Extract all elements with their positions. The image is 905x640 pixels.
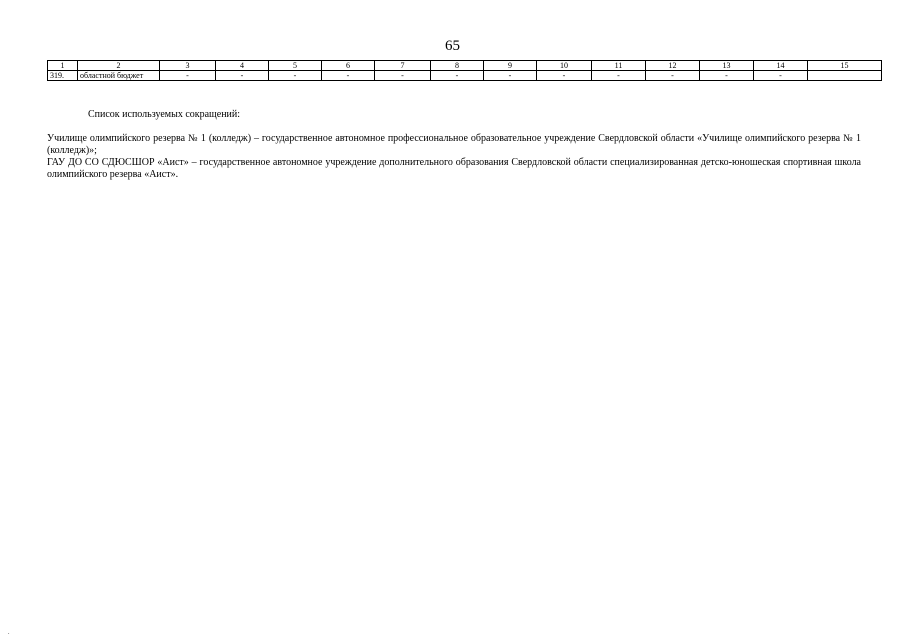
table-cell: - bbox=[160, 71, 216, 81]
header-cell: 12 bbox=[646, 61, 700, 71]
table-cell bbox=[808, 71, 882, 81]
header-cell: 3 bbox=[160, 61, 216, 71]
header-cell: 15 bbox=[808, 61, 882, 71]
table-cell: - bbox=[375, 71, 431, 81]
row-label-cell: областной бюджет bbox=[78, 71, 160, 81]
header-cell: 2 bbox=[78, 61, 160, 71]
header-cell: 5 bbox=[269, 61, 322, 71]
table-cell: - bbox=[484, 71, 537, 81]
abbreviation-item: ГАУ ДО СО СДЮСШОР «Аист» – государственное автономное учреждение дополнительного образования Свердловской области специализированная детско-юношеская спортивная школа олимпийского резерва «Аист». bbox=[47, 157, 861, 180]
table-cell: - bbox=[537, 71, 592, 81]
header-cell: 6 bbox=[322, 61, 375, 71]
table-header-row bbox=[48, 61, 882, 71]
header-cell: 13 bbox=[700, 61, 754, 71]
abbreviations-title: Список используемых сокращений: bbox=[88, 109, 241, 120]
table-cell: - bbox=[216, 71, 269, 81]
header-cell: 11 bbox=[592, 61, 646, 71]
table-cell: - bbox=[431, 71, 484, 81]
table-cell: - bbox=[269, 71, 322, 81]
header-cell: 4 bbox=[216, 61, 269, 71]
abbreviation-item: Училище олимпийского резерва № 1 (колледж) – государственное автономное профессиональное образовательное учреждение Свердловской области «Училище олимпийского резерва № 1 (колледж)»; bbox=[47, 133, 861, 156]
table-cell: - bbox=[592, 71, 646, 81]
table-cell: - bbox=[646, 71, 700, 81]
table-cell: - bbox=[700, 71, 754, 81]
table-row bbox=[48, 71, 882, 81]
header-cell: 1 bbox=[48, 61, 78, 71]
header-cell: 9 bbox=[484, 61, 537, 71]
header-cell: 8 bbox=[431, 61, 484, 71]
header-cell: 7 bbox=[375, 61, 431, 71]
header-cell: 10 bbox=[537, 61, 592, 71]
row-number-cell: 319. bbox=[48, 71, 78, 81]
budget-table bbox=[47, 60, 882, 81]
header-cell: 14 bbox=[754, 61, 808, 71]
table-cell: - bbox=[754, 71, 808, 81]
page-number: 65 bbox=[445, 38, 460, 54]
table-cell: - bbox=[322, 71, 375, 81]
corner-mark: . bbox=[8, 630, 10, 636]
